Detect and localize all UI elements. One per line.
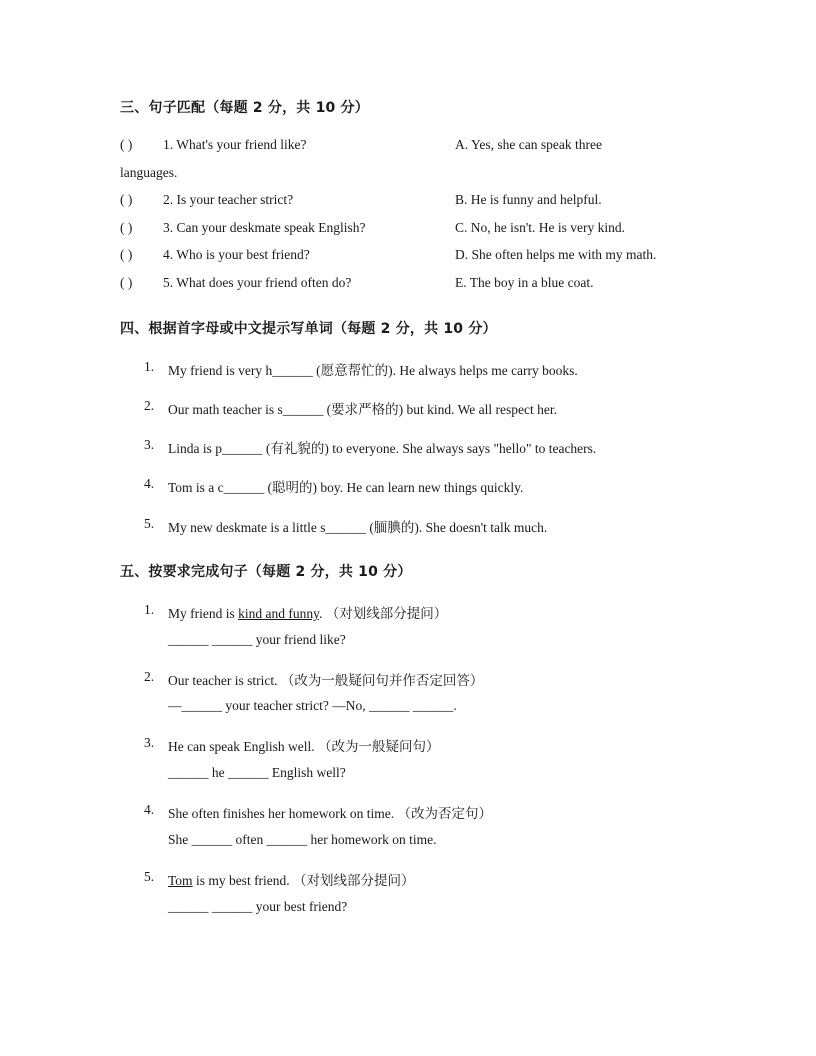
item-number: 1. <box>144 602 155 617</box>
item-text: Tom is a c______ (聪明的) boy. He can learn new things quickly. <box>168 480 524 495</box>
answer-line[interactable]: ______ he ______ English well? <box>168 765 346 780</box>
item-prompt <box>168 735 439 755</box>
question-text: 3. Can your deskmate speak English? <box>163 220 366 235</box>
underlined-part: Tom <box>168 873 193 888</box>
answer-line[interactable]: ______ ______ your friend like? <box>168 632 346 647</box>
item-prompt <box>168 869 415 889</box>
option-text: C. No, he isn't. He is very kind. <box>455 220 626 235</box>
answer-line[interactable]: —______ your teacher strict? —No, ______ ______. <box>168 698 457 713</box>
item-number: 2. <box>144 669 155 684</box>
item-number: 3. <box>144 735 155 750</box>
item-number: 2. <box>144 398 155 413</box>
item-prompt <box>168 669 483 689</box>
answer-paren[interactable]: ( ) <box>120 192 133 207</box>
prompt-post: . （对划线部分提问） <box>319 606 448 621</box>
prompt-pre: My friend is <box>168 606 239 621</box>
answer-paren[interactable]: ( ) <box>120 247 133 262</box>
question-text: 5. What does your friend often do? <box>163 275 352 290</box>
item-number: 5. <box>144 516 155 531</box>
prompt-pre: She often finishes her homework on time. （改为否定句） <box>168 806 492 821</box>
option-text: D. She often helps me with my math. <box>455 247 657 262</box>
item-number: 3. <box>144 437 155 452</box>
section4-title: 四、根据首字母或中文提示写单词（每题 2 分，共 10 分） <box>120 321 497 337</box>
item-number: 4. <box>144 802 155 817</box>
prompt-pre: Our teacher is strict. （改为一般疑问句并作否定回答） <box>168 673 484 688</box>
prompt-pre: He can speak English well. （改为一般疑问句） <box>168 739 440 754</box>
answer-line[interactable]: She ______ often ______ her homework on time. <box>168 832 437 847</box>
item-text: Our math teacher is s______ (要求严格的) but kind. We all respect her. <box>168 402 557 417</box>
question-text: 1. What's your friend like? <box>163 137 307 152</box>
answer-paren[interactable]: ( ) <box>120 220 133 235</box>
section3-title: 三、句子匹配（每题 2 分，共 10 分） <box>120 100 369 116</box>
answer-paren[interactable]: ( ) <box>120 137 133 152</box>
item-text: Linda is p______ (有礼貌的) to everyone. She always says "hello" to teachers. <box>168 441 597 456</box>
item-number: 4. <box>144 476 155 491</box>
prompt-post: is my best friend. （对划线部分提问） <box>192 873 415 888</box>
question-text: 2. Is your teacher strict? <box>163 192 294 207</box>
section5-title: 五、按要求完成句子（每题 2 分，共 10 分） <box>120 564 412 580</box>
option-a-continued: languages. <box>120 165 178 180</box>
underlined-part: kind and funny <box>238 606 319 621</box>
answer-paren[interactable]: ( ) <box>120 275 133 290</box>
item-prompt <box>168 602 447 622</box>
item-text: My friend is very h______ (愿意帮忙的). He always helps me carry books. <box>168 363 578 378</box>
item-text: My new deskmate is a little s______ (腼腆的). She doesn't talk much. <box>168 520 548 535</box>
option-text: A. Yes, she can speak three <box>455 137 602 152</box>
question-text: 4. Who is your best friend? <box>163 247 310 262</box>
answer-line[interactable]: ______ ______ your best friend? <box>168 899 348 914</box>
option-text: B. He is funny and helpful. <box>455 192 602 207</box>
item-prompt <box>168 802 492 822</box>
option-text: E. The boy in a blue coat. <box>455 275 594 290</box>
item-number: 1. <box>144 359 155 374</box>
item-number: 5. <box>144 869 155 884</box>
